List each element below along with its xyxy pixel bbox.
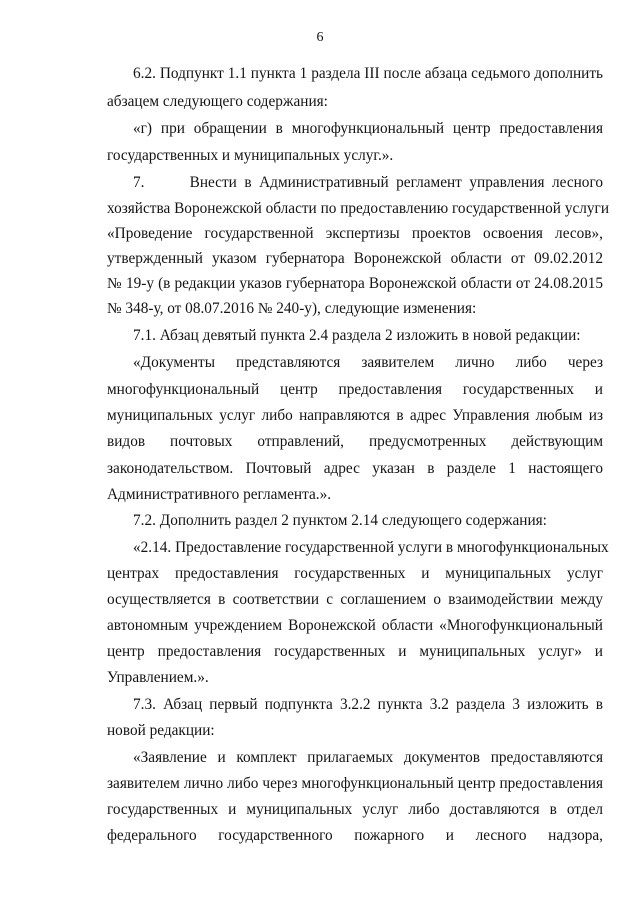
text-line: утвержденный указом губернатора Воронежской области от 09.02.2012 <box>107 250 603 267</box>
text-line: центрах предоставления государственных и муниципальных услуг <box>107 565 603 582</box>
text-line: законодательством. Почтовый адрес указан в разделе 1 настоящего <box>107 460 603 477</box>
text-line: абзацем следующего содержания: <box>107 93 328 110</box>
text-line: «2.14. Предоставление государственной услуги в многофункциональных <box>133 539 609 556</box>
text-line: «Проведение государственной экспертизы проектов освоения лесов», <box>107 225 603 242</box>
text-line: «Заявление и комплект прилагаемых документов предоставляются <box>133 749 603 766</box>
text-line: № 348-у, от 08.07.2016 № 240-у), следующие изменения: <box>107 300 477 317</box>
text-line: осуществляется в соответствии с соглашением о взаимодействии между <box>107 591 603 608</box>
text-line: 7.2. Дополнить раздел 2 пунктом 2.14 следующего содержания: <box>133 512 547 529</box>
text-line: многофункциональный центр предоставления государственных и <box>107 381 603 398</box>
text-line: заявителем лично либо через многофункциональный центр предоставления <box>107 775 603 792</box>
text-line: 6.2. Подпункт 1.1 пункта 1 раздела III после абзаца седьмого дополнить <box>133 65 603 82</box>
text-line: 7.3. Абзац первый подпункта 3.2.2 пункта 3.2 раздела 3 изложить в <box>133 696 603 713</box>
text-line: государственных и муниципальных услуг либо доставляются в отдел <box>107 801 603 818</box>
text-line: центр предоставления государственных и муниципальных услуг» и <box>107 643 603 660</box>
text-line: Административного регламента.». <box>107 486 332 503</box>
text-line: 7. Внести в Административный регламент управления лесного <box>133 174 603 191</box>
text-line: федерального государственного пожарного и лесного надзора, <box>107 827 603 844</box>
text-line: № 19-у (в редакции указов губернатора Воронежской области от 24.08.2015 <box>107 275 603 292</box>
text-line: видов почтовых отправлений, предусмотренных действующим <box>107 433 603 450</box>
text-line: «Документы представляются заявителем лично либо через <box>133 354 603 371</box>
text-line: «г) при обращении в многофункциональный центр предоставления <box>133 120 603 137</box>
text-line: автономным учреждением Воронежской области «Многофункциональный <box>107 617 603 634</box>
text-line: муниципальных услуг либо направляются в адрес Управления любым из <box>107 407 603 424</box>
text-line: хозяйства Воронежской области по предоставлению государственной услуги <box>107 200 610 217</box>
text-line: 7.1. Абзац девятый пункта 2.4 раздела 2 изложить в новой редакции: <box>133 327 581 344</box>
text-line: государственных и муниципальных услуг.». <box>107 147 394 164</box>
text-line: Управлением.». <box>107 669 209 686</box>
text-line: новой редакции: <box>107 722 215 739</box>
page-number: 6 <box>316 30 324 45</box>
